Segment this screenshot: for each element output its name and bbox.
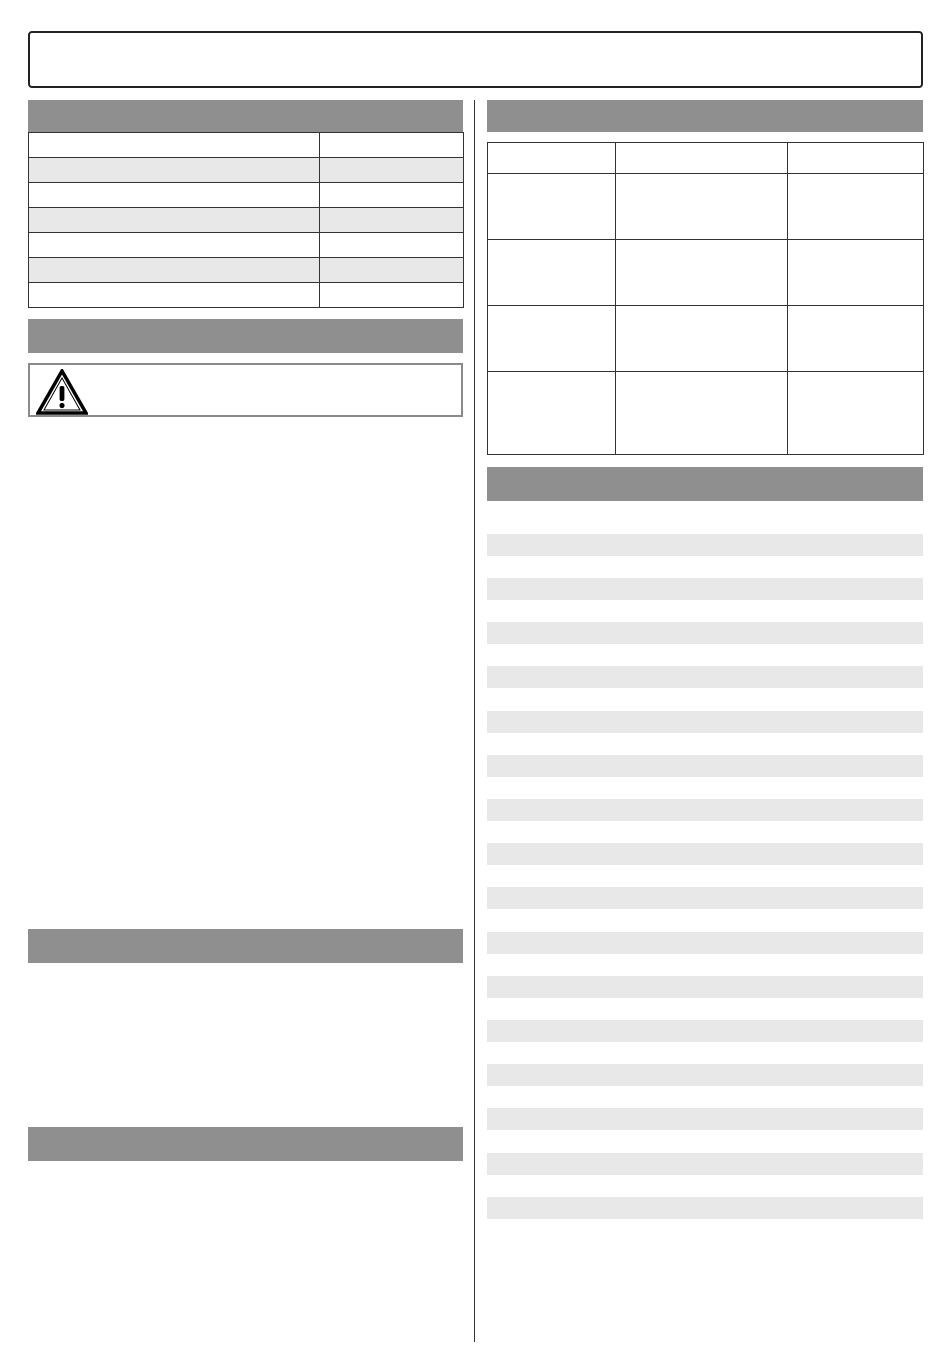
table-cell xyxy=(488,240,616,306)
table-row xyxy=(488,306,924,372)
list-row-stripe xyxy=(487,1064,923,1086)
table-cell xyxy=(616,174,788,240)
table-row xyxy=(29,158,464,183)
table-section-header xyxy=(487,100,923,132)
column-header xyxy=(488,143,616,174)
list-row-stripe xyxy=(487,887,923,909)
column-header xyxy=(788,143,924,174)
table-cell xyxy=(788,372,924,455)
grid-table xyxy=(487,142,924,455)
table-header-row xyxy=(488,143,924,174)
spec-label xyxy=(29,208,320,233)
table-cell xyxy=(488,372,616,455)
table-row xyxy=(29,283,464,308)
column-header xyxy=(616,143,788,174)
list-row-stripe xyxy=(487,843,923,865)
spec-value xyxy=(320,233,464,258)
table-row xyxy=(29,208,464,233)
spec-value xyxy=(320,183,464,208)
section-four-header xyxy=(28,1127,463,1161)
column-divider xyxy=(474,100,475,1342)
table-row xyxy=(29,183,464,208)
list-row-stripe xyxy=(487,534,923,556)
table-cell xyxy=(788,174,924,240)
list-row-stripe xyxy=(487,932,923,954)
list-row-stripe xyxy=(487,1197,923,1219)
warning-box xyxy=(28,363,463,417)
spec-label xyxy=(29,233,320,258)
table-cell xyxy=(488,306,616,372)
list-row-stripe xyxy=(487,1108,923,1130)
spec-label xyxy=(29,133,320,158)
spec-section-header xyxy=(28,100,463,132)
table-row xyxy=(488,240,924,306)
spec-label xyxy=(29,283,320,308)
list-row-stripe xyxy=(487,1153,923,1175)
spec-value xyxy=(320,283,464,308)
list-row-stripe xyxy=(487,622,923,644)
document-title-box xyxy=(28,31,923,88)
table-cell xyxy=(616,306,788,372)
spec-value xyxy=(320,208,464,233)
spec-value xyxy=(320,133,464,158)
list-row-stripe xyxy=(487,755,923,777)
table-cell xyxy=(488,174,616,240)
spec-label xyxy=(29,158,320,183)
list-row-stripe xyxy=(487,1020,923,1042)
list-section-header xyxy=(487,467,923,501)
section-three-header xyxy=(28,929,463,963)
table-row xyxy=(29,233,464,258)
safety-section-header xyxy=(28,319,463,353)
table-row xyxy=(29,133,464,158)
table-row xyxy=(488,174,924,240)
list-row-stripe xyxy=(487,711,923,733)
spec-value xyxy=(320,258,464,283)
table-cell xyxy=(616,372,788,455)
list-row-stripe xyxy=(487,799,923,821)
table-row xyxy=(29,258,464,283)
table-cell xyxy=(616,240,788,306)
warning-triangle-icon xyxy=(36,369,88,415)
spec-value xyxy=(320,158,464,183)
spec-label xyxy=(29,258,320,283)
table-cell xyxy=(788,306,924,372)
table-cell xyxy=(788,240,924,306)
list-row-stripe xyxy=(487,976,923,998)
spec-label xyxy=(29,183,320,208)
list-row-stripe xyxy=(487,666,923,688)
list-row-stripe xyxy=(487,578,923,600)
table-row xyxy=(488,372,924,455)
spec-table xyxy=(28,132,464,308)
